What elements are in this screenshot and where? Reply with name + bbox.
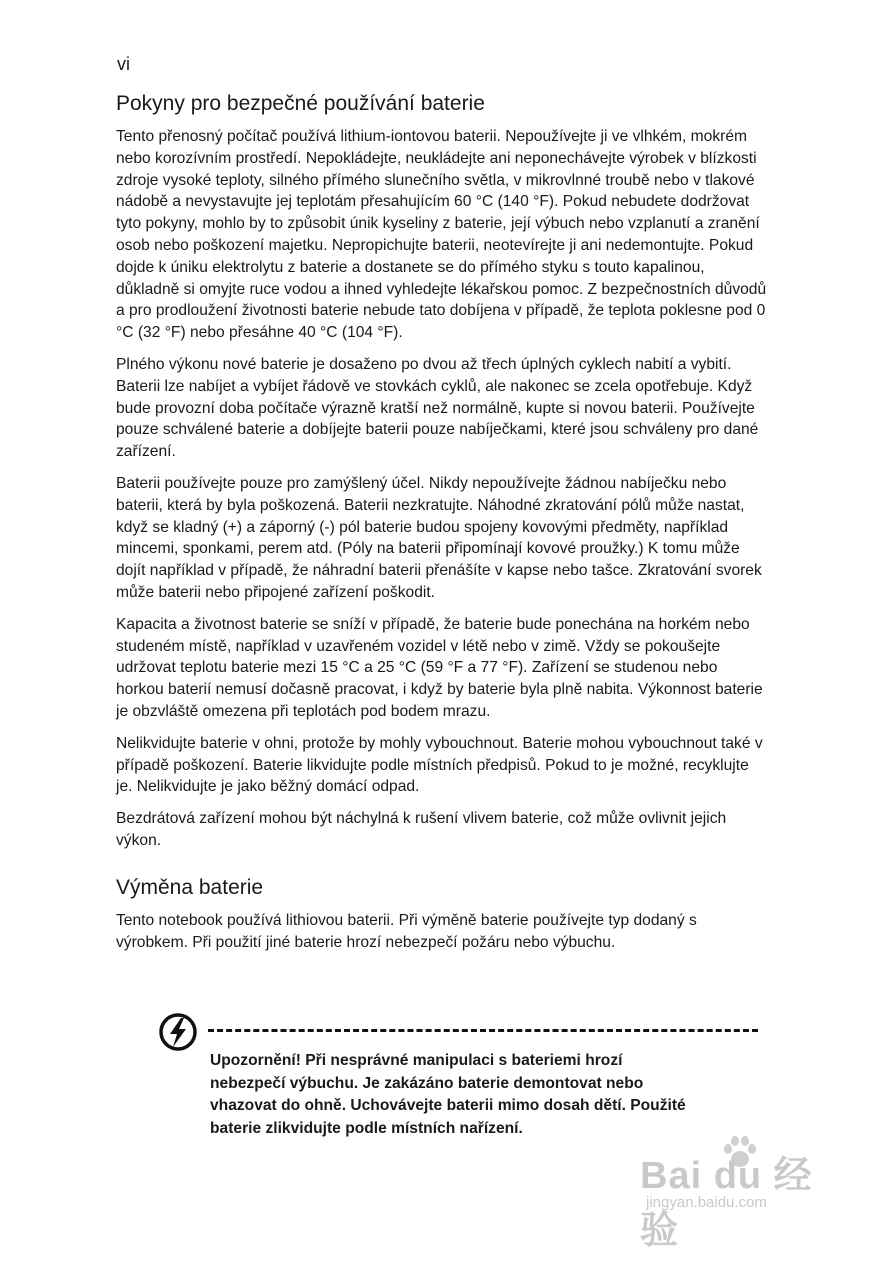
paragraph: Tento přenosný počítač používá lithium-iontovou baterii. Nepoužívejte ji ve vlhkém, mokrém nebo korozívním prostředí. Nepokládejte, neukládejte ani neponechávejte výrobek v blízkosti zdroje vysoké teploty, silného přímého slunečního světla, v mikrovlnné troubě nebo v tlakové nádobě a nevystavujte jej teplotám přesahujícím 60 °C (140 °F). Pokud nebudete dodržovat tyto pokyny, mohlo by to způsobit únik kyseliny z baterie, její výbuch nebo vzplanutí a zranění osob nebo poškození majetku. Nepropichujte baterii, neotevírejte ji ani nedemontujte. Pokud dojde k úniku elektrolytu z baterie a dostanete se do přímého styku s touto kapalinou, důkladně si omyjte ruce vodou a ihned vyhledejte lékařskou pomoc. Z bezpečnostních důvodů a pro prodloužení životnosti baterie nebude tato dobíjena v případě, že teplota poklesne pod 0 °C (32 °F) nebo přesáhne 40 °C (104 °F). (116, 128, 767, 342)
warning-divider (208, 1029, 758, 1032)
paragraph: Baterii používejte pouze pro zamýšlený účel. Nikdy nepoužívejte žádnou nabíječku nebo baterii, která by byla poškozená. Baterii nezkratujte. Náhodné zkratování pólů může nastat, když se kladný (+) a záporný (-) pól baterie budou spojeny kovovými předměty, například mincemi, sponkami, perem atd. (Póly na baterii připomínají kovové proužky.) K tomu může dojít například v případě, že náhradní baterii přenášíte v kapse nebo tašce. Zkratování svorek může baterii nebo připojené zařízení poškodit. (116, 474, 762, 601)
document-body (116, 90, 768, 963)
paragraph: Bezdrátová zařízení mohou být náchylná k rušení vlivem baterie, což může ovlivnit jejich výkon. (116, 810, 727, 849)
watermark-logo-text: Bai du 经验 (640, 1155, 813, 1252)
watermark-url: jingyan.baidu.com (646, 1194, 767, 1211)
warning-box (158, 1012, 758, 1142)
paragraph: Nelikvidujte baterie v ohni, protože by mohly vybouchnout. Baterie mohou vybouchnout také v případě poškození. Baterie likvidujte podle místních předpisů. Pokud to je možné, recyklujte je. Nelikvidujte je jako běžný domácí odpad. (116, 734, 763, 796)
paragraph: Kapacita a životnost baterie se sníží v případě, že baterie bude ponechána na horkém nebo studeném místě, například v uzavřeném vozidel v létě nebo v zimě. Vždy se pokoušejte udržovat teplotu baterie mezi 15 °C a 25 °C (59 °F a 77 °F). Zařízení se studenou nebo horkou baterií nemusí dočasně pracovat, i když by baterie byla plně nabita. Výkonnost baterie je obzvláště omezena při teplotách pod bodem mrazu. (116, 615, 763, 720)
section-title-battery-safety: Pokyny pro bezpečné používání baterie (116, 92, 485, 115)
paragraph: Plného výkonu nové baterie je dosaženo po dvou až třech úplných cyklech nabití a vybití. Baterii lze nabíjet a vybíjet řádově ve stovkách cyklů, ale nakonec se zcela opotřebuje. Když bude provozní doba počítače výrazně kratší než normálně, kupte si novou baterii. Používejte pouze schválené baterie a dobíjejte baterii pouze nabíječkami, které jsou schváleny pro dané zařízení. (116, 355, 759, 461)
baidu-watermark (640, 1132, 830, 1252)
paragraph: Tento notebook používá lithiovou baterii. Při výměně baterie používejte typ dodaný s výrobkem. Při použití jiné baterie hrozí nebezpečí požáru nebo výbuchu. (116, 911, 697, 951)
page-number: vi (117, 54, 130, 74)
section-title-battery-replacement: Výměna baterie (116, 875, 264, 899)
warning-lightning-icon (158, 1012, 198, 1052)
warning-text: Upozornění! Při nesprávné manipulaci s bateriemi hrozí nebezpečí výbuchu. Je zakázáno baterie demontovat nebo vhazovat do ohně. Uchovávejte baterii mimo dosah dětí. Použité baterie zlikvidujte podle místních nařízení. (210, 1052, 686, 1137)
